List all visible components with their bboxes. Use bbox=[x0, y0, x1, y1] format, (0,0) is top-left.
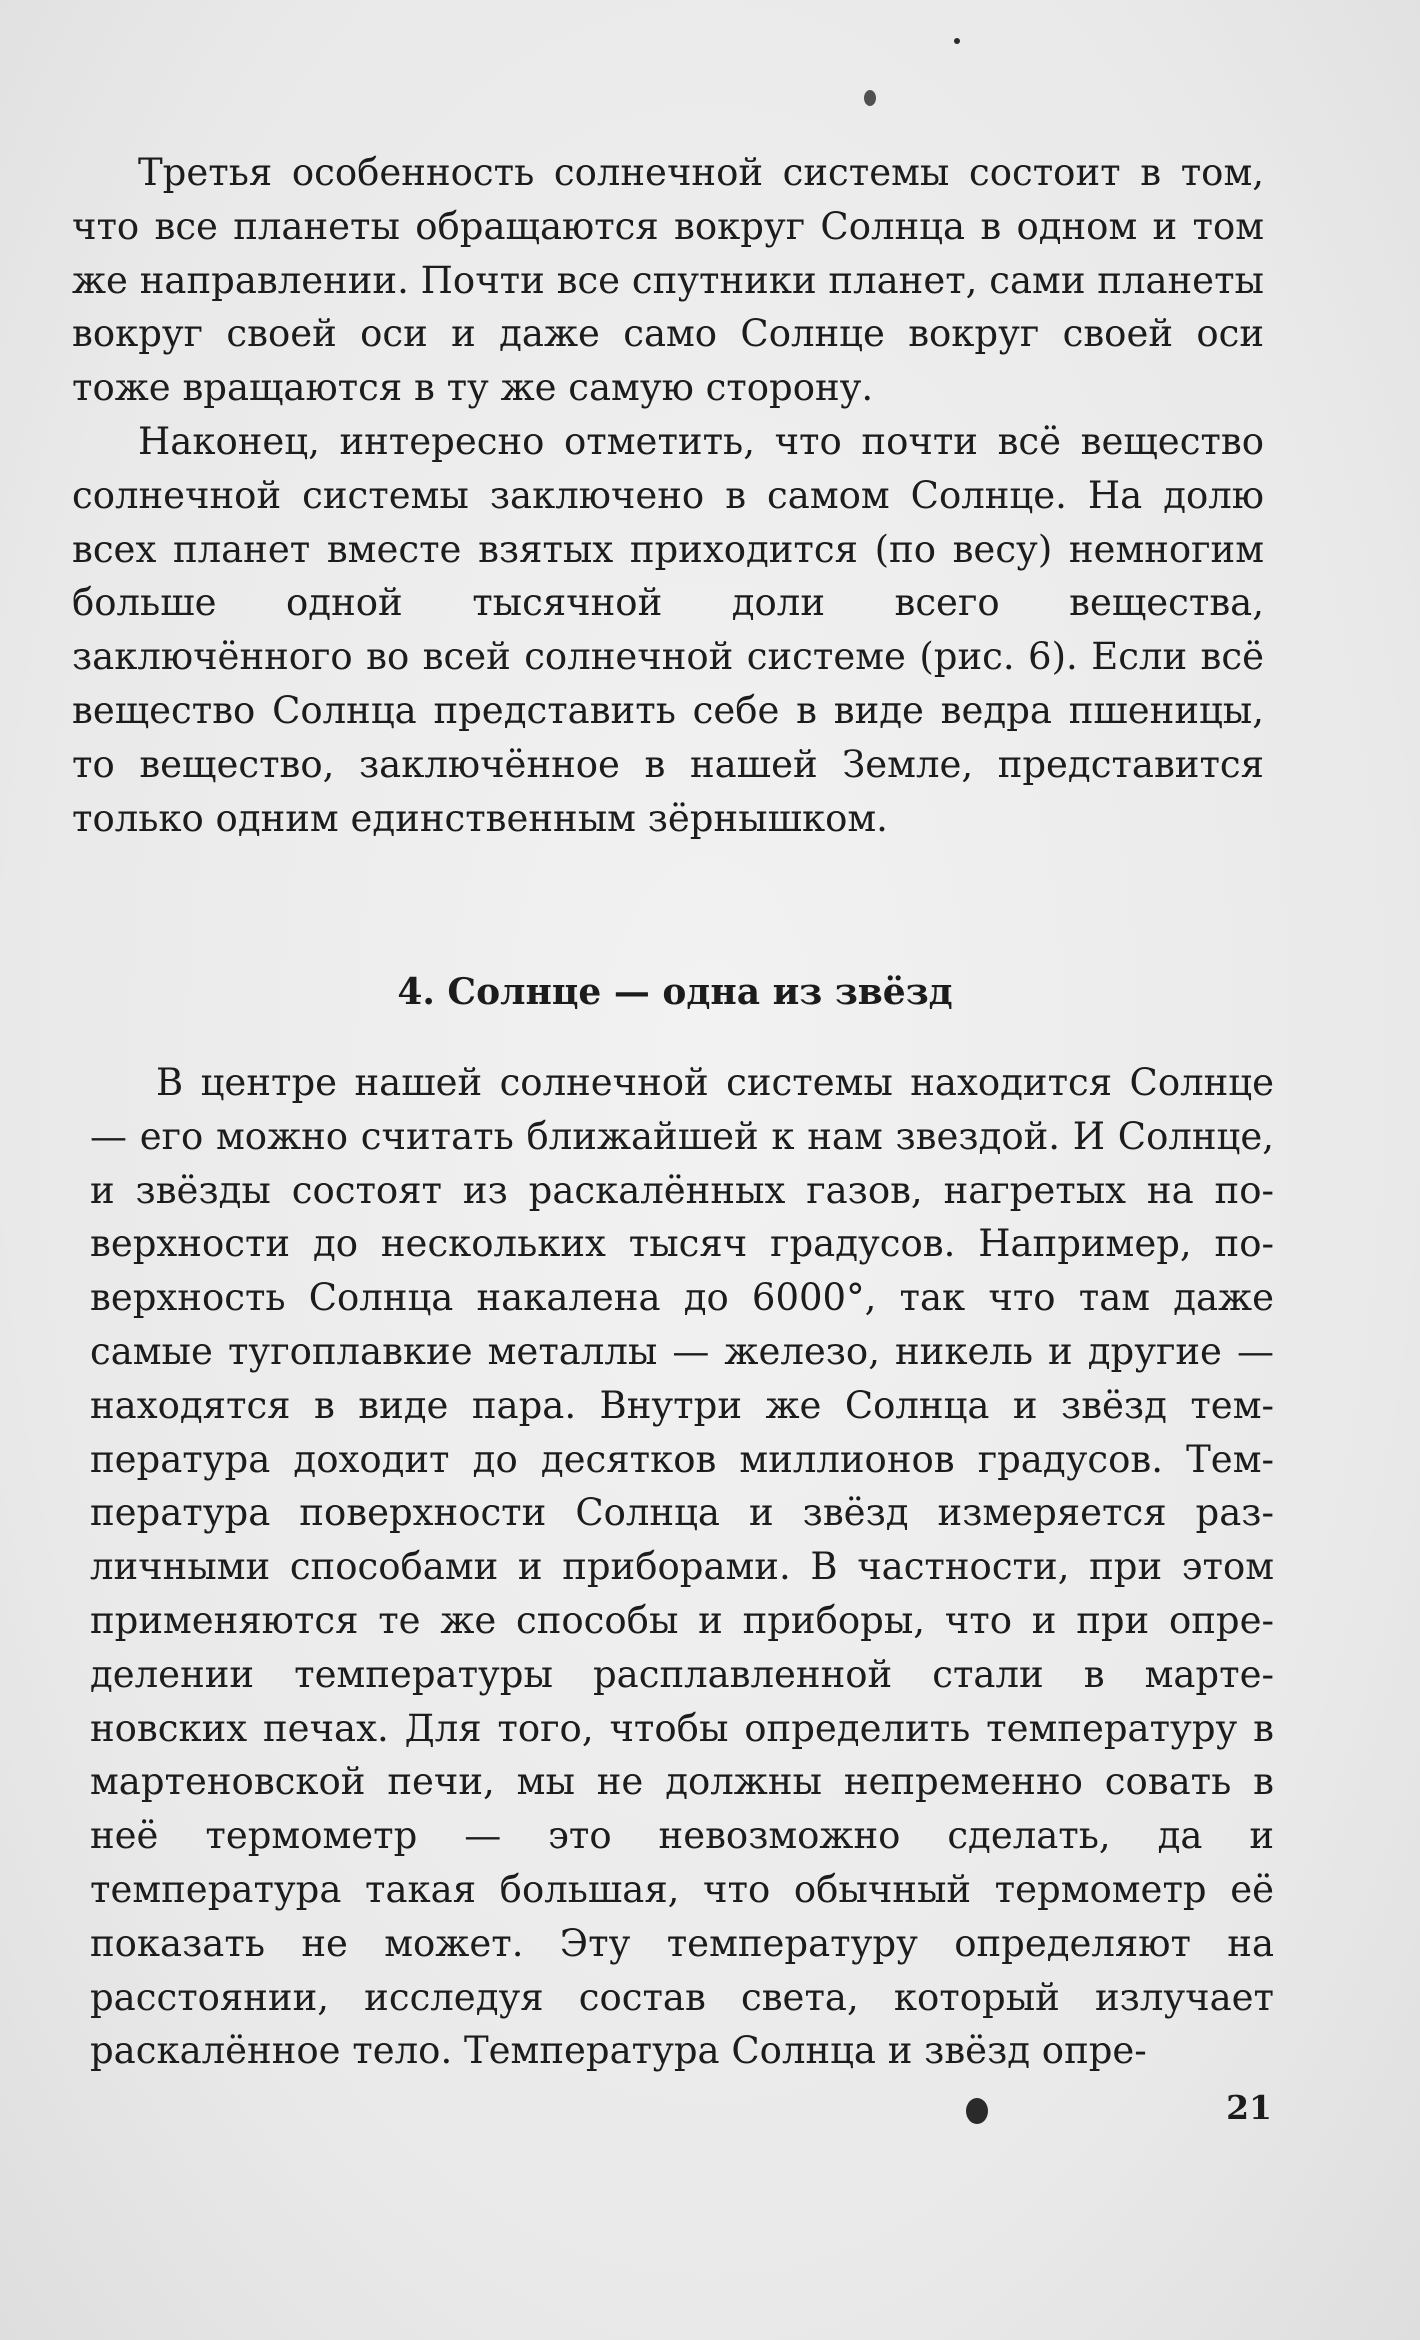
print-speck bbox=[954, 38, 960, 44]
paragraph-solar-rotation: Третья особенность солнечной системы состоит в том, что все планеты обращаются вокруг Солнца в одном и том же направлении. Почти все спутники планет, сами планеты вокруг своей оси и даже само Солнце вокруг своей оси тоже вращаются в ту же самую сторону. bbox=[72, 151, 1264, 410]
paragraph-sun-star: В центре нашей солнечной системы находится Солнце — его можно считать ближайшей к нам звездой. И Солнце, и звёзды состоят из раскалённых газов, нагретых на поверхности до нескольких тысяч градусов. Например, поверхность Солнца накалена до 6000°, так что там даже самые тугоплавкие металлы — железо, никель и другие — находятся в виде пара. Внутри же Солнца и звёзд температура доходит до десятков миллионов градусов. Температура поверхности Солнца и звёзд измеряется различными способами и приборами. В частности, при этом применяются те же способы и приборы, что и при определении температуры расплавленной стали в мартеновских печах. Для того, чтобы определить температуру в мартеновской печи, мы не должны непременно совать в неё термометр — это невозможно сделать, да и температура такая большая, что обычный термометр её показать не может. Эту температуру определяют на расстоянии, исследуя состав света, который излучает раскалённое тело. Температура Солнца и звёзд опре- bbox=[90, 1061, 1274, 2073]
text-block-bottom bbox=[90, 1056, 1274, 2078]
page-number: 21 bbox=[1226, 2088, 1272, 2127]
section-heading: 4. Солнце — одна из звёзд bbox=[397, 971, 953, 1013]
text-block-top bbox=[72, 146, 1264, 845]
paragraph-solar-mass: Наконец, интересно отметить, что почти всё вещество солнечной системы заключено в самом Солнце. На долю всех планет вместе взятых приходится (по весу) немногим больше одной тысячной доли всего вещества, заключённого во всей солнечной системе (рис. 6). Если всё вещество Солнца представить себе в виде ведра пшеницы, то вещество, заключённое в нашей Земле, представится только одним единственным зёрнышком. bbox=[72, 419, 1264, 840]
print-speck bbox=[966, 2098, 988, 2124]
print-speck bbox=[864, 90, 876, 106]
